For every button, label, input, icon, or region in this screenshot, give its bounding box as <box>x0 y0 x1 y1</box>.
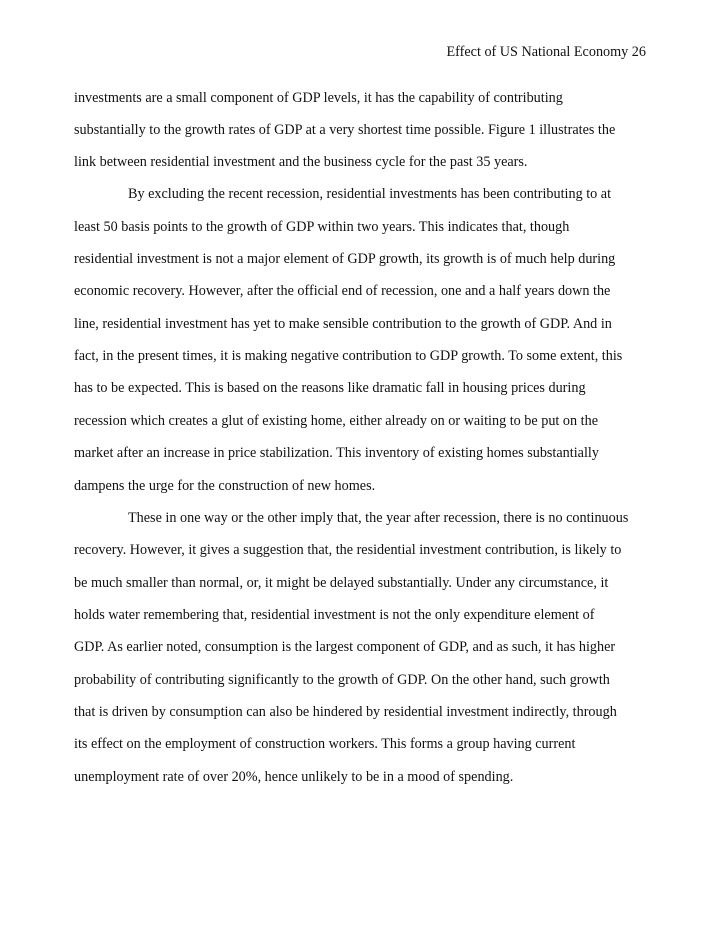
running-head: Effect of US National Economy 26 <box>446 44 646 60</box>
text-line: market after an increase in price stabilization. This inventory of existing homes substantially <box>74 445 599 461</box>
text-line: substantially to the growth rates of GDP at a very shortest time possible. Figure 1 illustrates the <box>74 122 616 138</box>
text-line: least 50 basis points to the growth of GDP within two years. This indicates that, though <box>74 219 570 235</box>
text-line: dampens the urge for the construction of new homes. <box>74 478 376 494</box>
text-line: recession which creates a glut of existing home, either already on or waiting to be put on the <box>74 413 598 429</box>
text-line: probability of contributing significantly to the growth of GDP. On the other hand, such growth <box>74 672 610 688</box>
text-line: holds water remembering that, residential investment is not the only expenditure element of <box>74 607 595 623</box>
text-line: has to be expected. This is based on the reasons like dramatic fall in housing prices during <box>74 380 586 396</box>
text-line: investments are a small component of GDP levels, it has the capability of contributing <box>74 90 563 106</box>
text-line: residential investment is not a major element of GDP growth, its growth is of much help during <box>74 251 616 267</box>
text-line: link between residential investment and the business cycle for the past 35 years. <box>74 154 528 170</box>
paragraph-first-line: These in one way or the other imply that, the year after recession, there is no continuous <box>128 510 629 526</box>
paragraph-first-line: By excluding the recent recession, residential investments has been contributing to at <box>128 186 612 202</box>
text-line: be much smaller than normal, or, it might be delayed substantially. Under any circumstance, it <box>74 575 609 591</box>
text-line: economic recovery. However, after the official end of recession, one and a half years down the <box>74 283 611 299</box>
text-line: unemployment rate of over 20%, hence unlikely to be in a mood of spending. <box>74 769 514 785</box>
text-line: fact, in the present times, it is making negative contribution to GDP growth. To some extent, this <box>74 348 623 364</box>
text-line: recovery. However, it gives a suggestion that, the residential investment contribution, is likely to <box>74 542 622 558</box>
text-line: that is driven by consumption can also be hindered by residential investment indirectly, through <box>74 704 617 720</box>
text-line: line, residential investment has yet to make sensible contribution to the growth of GDP. And in <box>74 316 612 332</box>
text-line: its effect on the employment of construction workers. This forms a group having current <box>74 736 576 752</box>
text-line: GDP. As earlier noted, consumption is the largest component of GDP, and as such, it has higher <box>74 639 616 655</box>
